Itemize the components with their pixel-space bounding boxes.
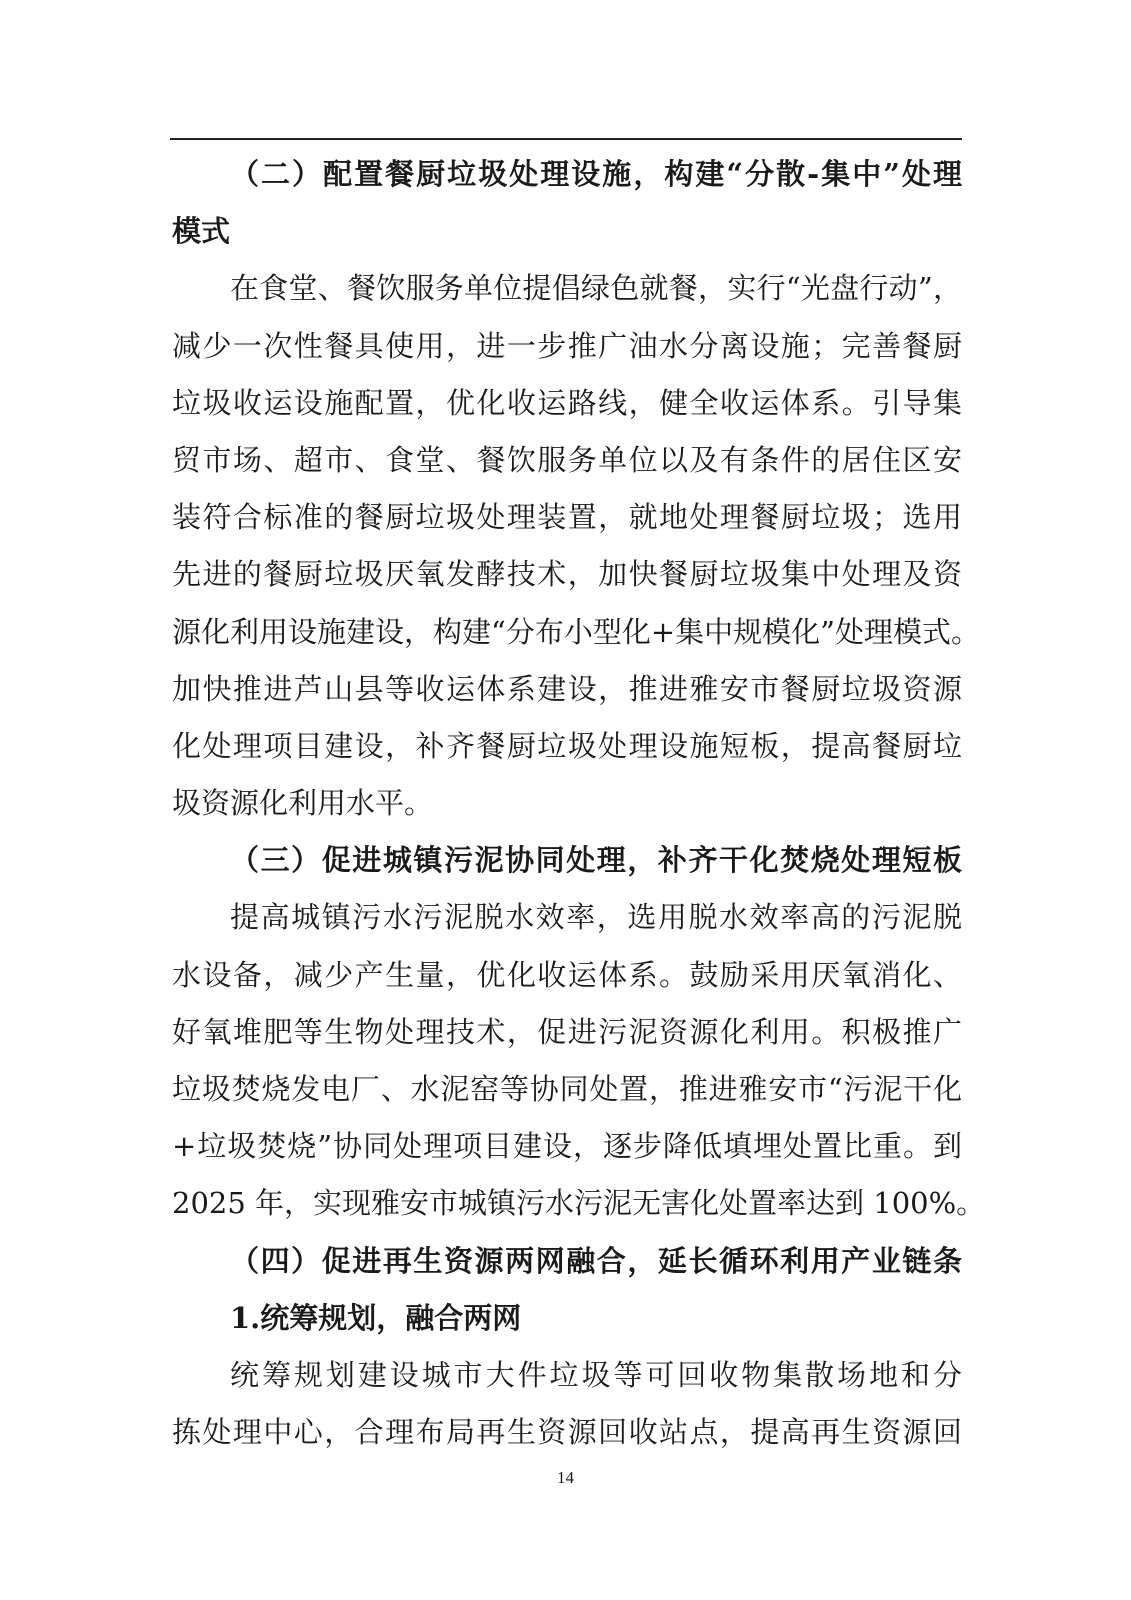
paragraph-line: 减少一次性餐具使用，进一步推广油水分离设施；完善餐厨 <box>172 328 962 363</box>
paragraph-line: 源化利用设施建设，构建“分布小型化+集中规模化”处理模式。 <box>172 614 980 649</box>
paragraph-line: 加快推进芦山县等收运体系建设，推进雅安市餐厨垃圾资源 <box>172 671 962 706</box>
page-number: 14 <box>557 1468 574 1487</box>
paragraph-line: 2025 年，实现雅安市城镇污水污泥无害化处置率达到 100%。 <box>172 1186 986 1221</box>
paragraph-line: 好氧堆肥等生物处理技术，促进污泥资源化利用。积极推广 <box>172 1014 962 1049</box>
paragraph-line: 化处理项目建设，补齐餐厨垃圾处理设施短板，提高餐厨垃 <box>172 728 962 763</box>
paragraph-line: 垃圾焚烧发电厂、水泥窑等协同处置，推进雅安市“污泥干化 <box>172 1072 962 1106</box>
paragraph-line: 贸市场、超市、食堂、餐饮服务单位以及有条件的居住区安 <box>172 442 962 477</box>
paragraph-line: 在食堂、餐饮服务单位提倡绿色就餐，实行“光盘行动”， <box>230 271 962 306</box>
paragraph-line: 水设备，减少产生量，优化收运体系。鼓励采用厌氧消化、 <box>172 957 962 992</box>
header-rule <box>170 138 962 140</box>
paragraph-line: 拣处理中心，合理布局再生资源回收站点，提高再生资源回 <box>172 1415 962 1450</box>
paragraph-line: 统筹规划建设城市大件垃圾等可回收物集散场地和分 <box>230 1357 962 1392</box>
paragraph-line: 先进的餐厨垃圾厌氧发酵技术，加快餐厨垃圾集中处理及资 <box>172 557 962 592</box>
section-heading-4: （四）促进再生资源两网融合，延长循环利用产业链条 <box>230 1243 962 1278</box>
section-heading-3: （三）促进城镇污泥协同处理，补齐干化焚烧处理短板 <box>230 843 962 878</box>
paragraph-line: +垃圾焚烧”协同处理项目建设，逐步降低填埋处置比重。到 <box>172 1129 962 1164</box>
subsection-heading-1: 1.统筹规划，融合两网 <box>230 1300 522 1335</box>
paragraph-line: 垃圾收运设施配置，优化收运路线，健全收运体系。引导集 <box>172 385 962 420</box>
section-heading-2: （二）配置餐厨垃圾处理设施，构建“分散-集中”处理 <box>230 157 962 191</box>
paragraph-line: 圾资源化利用水平。 <box>172 786 434 821</box>
document-body <box>172 146 986 1461</box>
paragraph-line: 装符合标准的餐厨垃圾处理装置，就地处理餐厨垃圾；选用 <box>172 500 962 535</box>
section-heading-2-cont: 模式 <box>172 214 231 249</box>
paragraph-line: 提高城镇污水污泥脱水效率，选用脱水效率高的污泥脱 <box>230 900 962 935</box>
